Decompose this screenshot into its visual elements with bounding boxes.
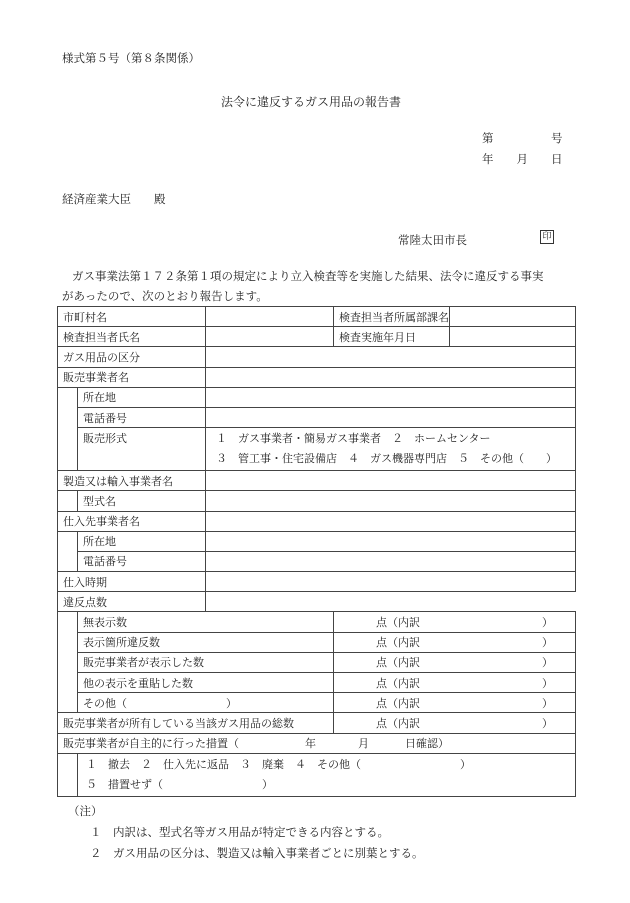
- measures-line2: ５ 措置せず（ ）: [86, 777, 273, 791]
- municipality-label: 市町村名: [58, 307, 206, 327]
- form-number: 様式第５号（第８条関係）: [62, 51, 200, 65]
- violations-indent: [58, 612, 78, 713]
- inspection-date-value[interactable]: [450, 327, 576, 347]
- category-label: ガス用品の区分: [58, 347, 206, 367]
- sales-form-line1: １ ガス事業者・簡易ガス事業者 ２ ホームセンター: [216, 432, 491, 446]
- municipality-value[interactable]: [206, 307, 334, 327]
- note-1: １ 内訳は、型式名等ガス用品が特定できる内容とする。: [90, 825, 389, 839]
- supplier-phone-label: 電話番号: [78, 551, 206, 571]
- violation-row-points[interactable]: [334, 632, 576, 652]
- seller-label: 販売事業者名: [58, 367, 206, 387]
- date-line: 年 月 日: [482, 152, 563, 166]
- points-text: 点（内訳: [376, 676, 420, 690]
- supplier-label: 仕入先事業者名: [58, 511, 206, 531]
- violation-row-label: 他の表示を重貼した数: [78, 673, 334, 693]
- report-table: [57, 306, 576, 797]
- total-points[interactable]: [334, 713, 576, 733]
- points-text: 点（内訳: [376, 716, 420, 730]
- points-text: 点（内訳: [376, 656, 420, 670]
- violation-row-label: その他（ ）: [78, 693, 334, 713]
- inspector-dept-label: 検査担当者所属部課名: [334, 307, 450, 327]
- model-label: 型式名: [78, 491, 206, 511]
- maker-value[interactable]: [206, 471, 576, 491]
- model-value[interactable]: [206, 491, 576, 511]
- maker-indent: [58, 491, 78, 511]
- close-paren: ）: [542, 676, 553, 690]
- points-text: 点（内訳: [376, 636, 420, 650]
- notes-title: （注）: [68, 804, 103, 818]
- category-value[interactable]: [206, 347, 576, 367]
- note-2: ２ ガス用品の区分は、製造又は輸入事業者ごとに別葉とする。: [90, 846, 424, 860]
- measures-line1: １ 撤去 ２ 仕入先に返品 ３ 廃棄 ４ その他（ ）: [86, 757, 471, 771]
- sender-name: 常陸太田市長: [398, 233, 467, 247]
- measures-label: 販売事業者が自主的に行った措置（: [63, 737, 239, 751]
- sales-form-label: 販売形式: [78, 428, 206, 471]
- intro-text-line2: があったので、次のとおり報告します。: [62, 289, 268, 303]
- purchase-time-label: 仕入時期: [58, 572, 206, 592]
- close-paren: ）: [542, 716, 553, 730]
- points-text: 点（内訳: [376, 696, 420, 710]
- close-paren: ）: [542, 616, 553, 630]
- measures-month: 月: [358, 737, 369, 751]
- seller-value[interactable]: [206, 367, 576, 387]
- sales-form-line2: ３ 管工事・住宅設備店 ４ ガス機器専門店 ５ その他（ ）: [216, 452, 557, 466]
- seller-address-value[interactable]: [206, 387, 576, 407]
- violations-blank: [206, 592, 576, 612]
- intro-text-line1: ガス事業法第１７２条第１項の規定により立入検査等を実施した結果、法令に違反する事実: [72, 269, 544, 283]
- violation-row-label: 表示箇所違反数: [78, 632, 334, 652]
- violation-row-label: 販売事業者が表示した数: [78, 652, 334, 672]
- supplier-value[interactable]: [206, 511, 576, 531]
- seller-address-label: 所在地: [78, 387, 206, 407]
- close-paren: ）: [542, 636, 553, 650]
- sales-form-options: [206, 428, 576, 471]
- inspector-name-label: 検査担当者氏名: [58, 327, 206, 347]
- measures-header: [58, 733, 576, 753]
- supplier-phone-value[interactable]: [206, 551, 576, 571]
- close-paren: ）: [542, 696, 553, 710]
- violation-row-label: 無表示数: [78, 612, 334, 632]
- points-text: 点（内訳: [376, 616, 420, 630]
- seller-phone-label: 電話番号: [78, 407, 206, 427]
- violation-row-points[interactable]: [334, 652, 576, 672]
- violation-row-points[interactable]: [334, 673, 576, 693]
- inspector-dept-value[interactable]: [450, 307, 576, 327]
- supplier-address-value[interactable]: [206, 531, 576, 551]
- supplier-address-label: 所在地: [78, 531, 206, 551]
- measures-indent: [58, 753, 78, 796]
- maker-label: 製造又は輸入事業者名: [58, 471, 206, 491]
- violations-label: 違反点数: [58, 592, 206, 612]
- measures-confirm: 日確認）: [405, 737, 449, 751]
- measures-options: [78, 753, 576, 796]
- document-number-line: 第 号: [482, 131, 563, 145]
- seller-indent: [58, 387, 78, 470]
- purchase-time-value[interactable]: [206, 572, 576, 592]
- inspection-date-label: 検査実施年月日: [334, 327, 450, 347]
- seal-mark: 印: [540, 230, 554, 244]
- measures-year: 年: [305, 737, 316, 751]
- violation-row-points[interactable]: [334, 612, 576, 632]
- page-title: 法令に違反するガス用品の報告書: [221, 95, 402, 109]
- total-label: 販売事業者が所有している当該ガス用品の総数: [58, 713, 334, 733]
- inspector-name-value[interactable]: [206, 327, 334, 347]
- supplier-indent: [58, 531, 78, 571]
- violation-row-points[interactable]: [334, 693, 576, 713]
- seller-phone-value[interactable]: [206, 407, 576, 427]
- close-paren: ）: [542, 656, 553, 670]
- addressee: 経済産業大臣 殿: [62, 192, 166, 206]
